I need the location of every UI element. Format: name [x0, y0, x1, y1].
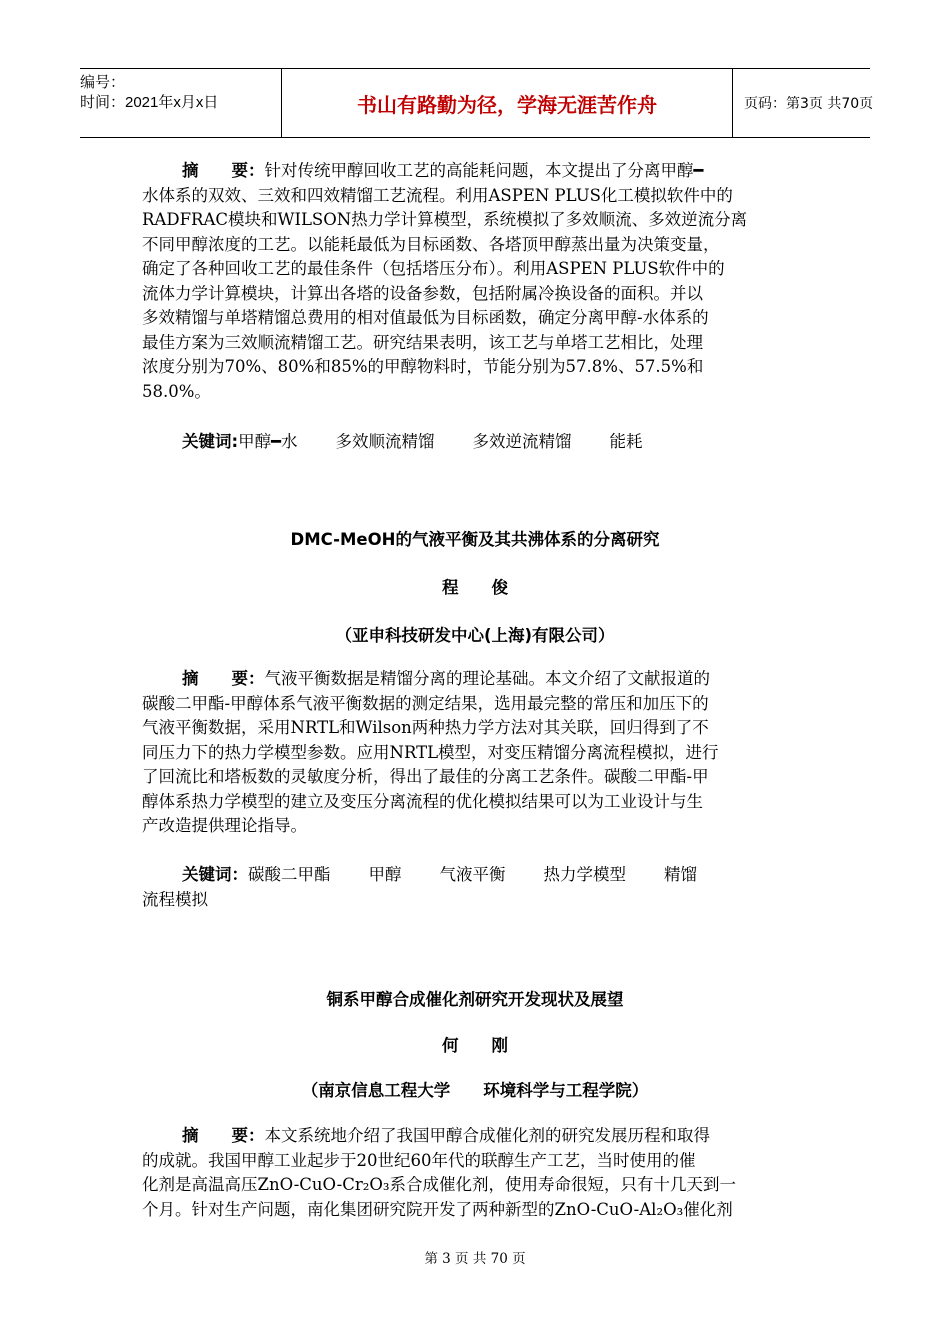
- page-header: [80, 68, 874, 138]
- keywords-1: [142, 430, 807, 455]
- abstract-2-line: 醇体系热力学模型的建立及变压分离流程的优化模拟结果可以为工业设计与生: [142, 791, 703, 811]
- abstract-1: [142, 159, 807, 404]
- keywords-2-line2: 流程模拟: [142, 890, 208, 909]
- header-motto: 书山有路勤为径，学海无涯苦作舟: [281, 69, 733, 137]
- abstract-1-line: 58.0%。: [142, 381, 211, 401]
- abstract-1-line: 多效精馏与单塔精馏总费用的相对值最低为目标函数，确定分离甲醇-水体系的: [142, 308, 709, 327]
- keyword: 甲醇: [368, 865, 402, 884]
- keywords-2: [142, 863, 807, 888]
- abstract-2-line: 产改造提供理论指导。: [142, 816, 307, 835]
- header-meta: [80, 69, 280, 137]
- keywords-label: 关键词：: [182, 865, 248, 884]
- header-page-info: 页码：第3页 共70页: [744, 96, 874, 112]
- keyword: 气液平衡: [439, 865, 506, 884]
- keyword: 多效逆流精馏: [472, 432, 572, 451]
- article-2-author: 程 俊: [442, 578, 508, 597]
- abstract-label: 摘 要：: [182, 669, 265, 688]
- abstract-3-line: 化剂是高温高压ZnO-CuO-Cr₂O₃系合成催化剂，使用寿命很短，只有十几天到一: [142, 1175, 737, 1194]
- keyword: 精馏: [664, 865, 697, 884]
- article-3-author: 何 刚: [442, 1036, 508, 1055]
- page-footer: 第 3 页 共 70 页: [424, 1251, 526, 1267]
- abstract-3-line: 个月。针对生产问题，南化集团研究院开发了两种新型的ZnO-CuO-Al₂O₃催化剂: [142, 1199, 733, 1219]
- article-3-affiliation: （南京信息工程大学 环境科学与工程学院）: [301, 1081, 649, 1100]
- article-2-title: DMC-MeOH的气液平衡及其共沸体系的分离研究: [290, 530, 660, 549]
- article-3-title: 铜系甲醇合成催化剂研究开发现状及展望: [326, 990, 624, 1009]
- keyword: 碳酸二甲酯: [248, 865, 331, 884]
- keyword: 甲醇━水: [238, 432, 298, 451]
- abstract-1-line: 水体系的双效、三效和四效精馏工艺流程。利用ASPEN PLUS化工模拟软件中的: [142, 185, 733, 205]
- keyword: 能耗: [609, 432, 643, 451]
- keyword: 热力学模型: [543, 865, 626, 884]
- abstract-3-line: 摘 要：本文系统地介绍了我国甲醇合成催化剂的研究发展历程和取得: [182, 1126, 710, 1145]
- article-2-affiliation: （亚申科技研发中心(上海)有限公司）: [335, 626, 615, 645]
- abstract-3: [142, 1124, 807, 1222]
- abstract-2-line: 碳酸二甲酯-甲醇体系气液平衡数据的测定结果，选用最完整的常压和加压下的: [142, 693, 709, 713]
- abstract-2-line: 气液平衡数据，采用NRTL和Wilson两种热力学方法对其关联，回归得到了不: [142, 718, 709, 737]
- abstract-2-line: 了回流比和塔板数的灵敏度分析，得出了最佳的分离工艺条件。碳酸二甲酯-甲: [142, 767, 709, 786]
- abstract-2-line: 同压力下的热力学模型参数。应用NRTL模型，对变压精馏分离流程模拟，进行: [142, 742, 719, 762]
- abstract-1-line: 摘 要：针对传统甲醇回收工艺的高能耗问题，本文提出了分离甲醇━: [182, 161, 704, 180]
- keyword: 多效顺流精馏: [335, 432, 435, 451]
- keywords-label: 关键词:: [182, 432, 239, 451]
- abstract-2-line: 摘 要：气液平衡数据是精馏分离的理论基础。本文介绍了文献报道的: [182, 669, 710, 688]
- abstract-1-line: RADFRAC模块和WILSON热力学计算模型，系统模拟了多效顺流、多效逆流分离: [142, 210, 748, 229]
- abstract-1-line: 浓度分别为70%、80%和85%的甲醇物料时，节能分别为57.8%、57.5%和: [142, 357, 704, 376]
- abstract-label: 摘 要：: [182, 1126, 265, 1145]
- abstract-3-line: 的成就。我国甲醇工业起步于20世纪60年代的联醇生产工艺，当时使用的催: [142, 1150, 696, 1170]
- abstract-1-line: 确定了各种回收工艺的最佳条件（包括塔压分布）。利用ASPEN PLUS软件中的: [142, 259, 725, 278]
- abstract-1-line: 最佳方案为三效顺流精馏工艺。研究结果表明，该工艺与单塔工艺相比，处理: [142, 332, 703, 352]
- abstract-2: [142, 667, 807, 839]
- document-date: 时间：2021年x月x日: [80, 94, 219, 111]
- abstract-1-line: 流体力学计算模块，计算出各塔的设备参数，包括附属冷换设备的面积。并以: [142, 283, 703, 303]
- abstract-label: 摘 要：: [182, 161, 265, 180]
- document-number-label: 编号：: [80, 74, 126, 91]
- abstract-1-line: 不同甲醇浓度的工艺。以能耗最低为目标函数、各塔顶甲醇蒸出量为决策变量，: [142, 234, 720, 254]
